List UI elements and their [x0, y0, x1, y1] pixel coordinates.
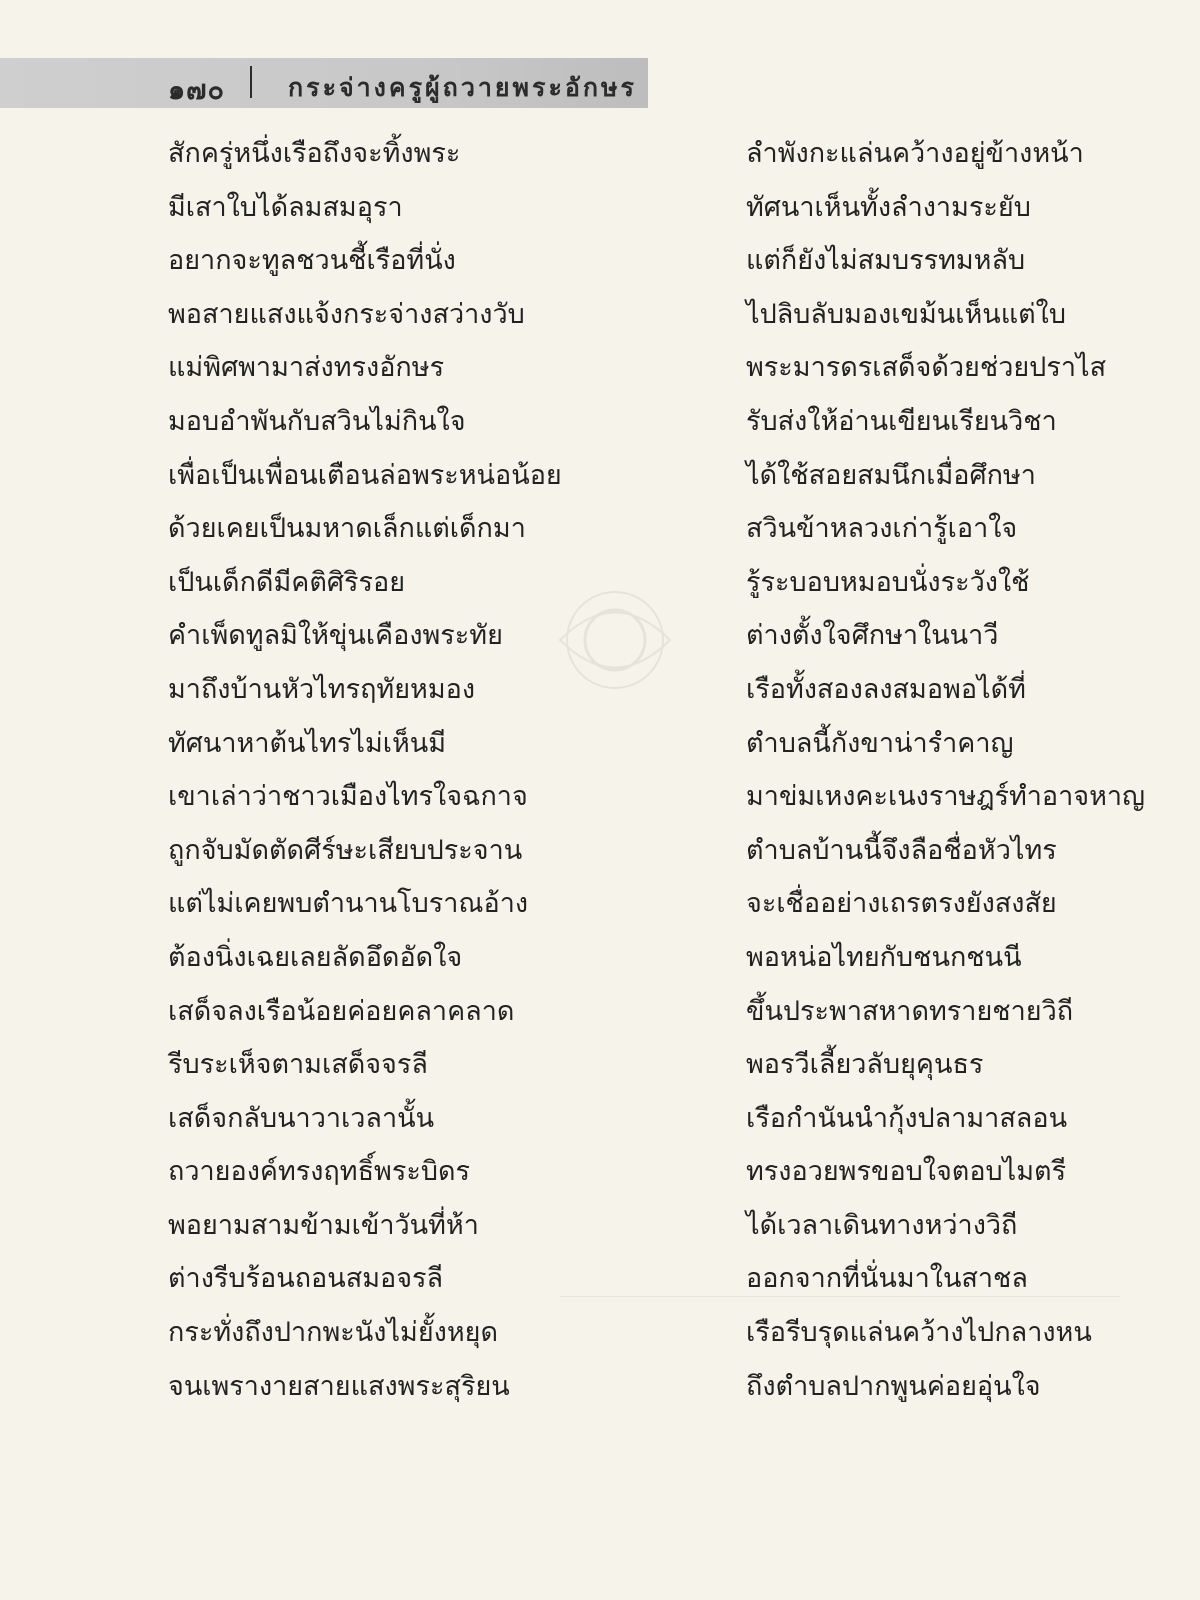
header-divider	[250, 66, 252, 98]
verse-left: มีเสาใบได้ลมสมอุรา	[168, 191, 403, 223]
verse-right: ทัศนาเห็นทั้งลำงามระยับ	[746, 191, 1031, 223]
poem-line	[0, 672, 1200, 726]
verse-left: จนเพรางายสายแสงพระสุริยน	[168, 1370, 510, 1402]
poem-body	[0, 136, 1200, 1422]
verse-left: รีบระเห็จตามเสด็จจรลี	[168, 1049, 428, 1081]
poem-line	[0, 565, 1200, 619]
verse-left: แม่พิศพามาส่งทรงอักษร	[168, 352, 445, 384]
verse-left: กระทั่งถึงปากพะนังไม่ยั้งหยุด	[168, 1317, 498, 1349]
verse-left: พอยามสามข้ามเข้าวันที่ห้า	[168, 1209, 479, 1241]
poem-line	[0, 1261, 1200, 1315]
poem-line	[0, 136, 1200, 190]
verse-left: ต่างรีบร้อนถอนสมอจรลี	[168, 1263, 444, 1295]
verse-left: เป็นเด็กดีมีคติศิริรอย	[168, 566, 406, 598]
verse-left: เขาเล่าว่าชาวเมืองไทรใจฉกาจ	[168, 781, 528, 813]
poem-line	[0, 297, 1200, 351]
verse-right: เรือกำนันนำกุ้งปลามาสลอน	[746, 1102, 1068, 1134]
poem-line	[0, 886, 1200, 940]
verse-right: ตำบลนี้กังขาน่ารำคาญ	[746, 727, 1014, 759]
verse-left: เสด็จกลับนาวาเวลานั้น	[168, 1102, 435, 1134]
poem-line	[0, 350, 1200, 404]
poem-line	[0, 940, 1200, 994]
verse-left: ด้วยเคยเป็นมหาดเล็กแต่เด็กมา	[168, 513, 526, 545]
poem-line	[0, 404, 1200, 458]
verse-left: สักครู่หนึ่งเรือถึงจะทิ้งพระ	[168, 138, 461, 169]
verse-right: ต่างตั้งใจศึกษาในนาวี	[746, 620, 999, 652]
verse-right: ถึงตำบลปากพูนค่อยอุ่นใจ	[746, 1370, 1041, 1402]
poem-line	[0, 994, 1200, 1048]
poem-line	[0, 618, 1200, 672]
verse-left: ถวายองค์ทรงฤทธิ์พระบิดร	[168, 1156, 471, 1188]
verse-left: เสด็จลงเรือน้อยค่อยคลาคลาด	[168, 995, 515, 1027]
verse-right: ออกจากที่นั่นมาในสาชล	[746, 1263, 1028, 1295]
verse-right: เรือทั้งสองลงสมอพอได้ที่	[746, 673, 1026, 705]
verse-right: ลำพังกะแล่นคว้างอยู่ข้างหน้า	[746, 138, 1084, 169]
poem-line	[0, 833, 1200, 887]
verse-right: มาข่มเหงคะเนงราษฎร์ทำอาจหาญ	[746, 781, 1146, 813]
poem-line	[0, 190, 1200, 244]
verse-left: พอสายแสงแจ้งกระจ่างสว่างวับ	[168, 298, 525, 330]
verse-left: อยากจะทูลชวนชี้เรือที่นั่ง	[168, 245, 456, 277]
verse-left: ต้องนิ่งเฉยเลยลัดอึดอัดใจ	[168, 941, 463, 973]
verse-right: ทรงอวยพรขอบใจตอบไมตรี	[746, 1156, 1067, 1188]
verse-right: ขึ้นประพาสหาดทรายชายวิถี	[746, 995, 1074, 1027]
poem-line	[0, 458, 1200, 512]
verse-right: ตำบลบ้านนี้จึงลือชื่อหัวไทร	[746, 834, 1057, 866]
poem-line	[0, 1369, 1200, 1423]
poem-line	[0, 1047, 1200, 1101]
verse-right: รู้ระบอบหมอบนั่งระวังใช้	[746, 566, 1030, 598]
verse-left: มอบอำพันกับสวินไม่กินใจ	[168, 405, 466, 437]
verse-left: มาถึงบ้านหัวไทรฤทัยหมอง	[168, 673, 476, 705]
verse-right: ไปลิบลับมองเขม้นเห็นแต่ใบ	[746, 298, 1066, 330]
poem-line	[0, 511, 1200, 565]
poem-line	[0, 1101, 1200, 1155]
verse-left: แต่ไม่เคยพบตำนานโบราณอ้าง	[168, 888, 529, 920]
poem-line	[0, 779, 1200, 833]
poem-line	[0, 243, 1200, 297]
poem-line	[0, 1315, 1200, 1369]
verse-right: พอรวีเลี้ยวลับยุคุนธร	[746, 1049, 984, 1081]
poem-line	[0, 726, 1200, 780]
book-title: กระจ่างครูผู้ถวายพระอักษร	[288, 73, 637, 102]
verse-right: แต่ก็ยังไม่สมบรรทมหลับ	[746, 245, 1026, 277]
verse-left: ทัศนาหาต้นไทรไม่เห็นมี	[168, 727, 447, 759]
verse-left: ถูกจับมัดตัดศีร์ษะเสียบประจาน	[168, 834, 523, 866]
verse-right: เรือรีบรุดแล่นคว้างไปกลางหน	[746, 1317, 1092, 1349]
verse-right: จะเชื่ออย่างเถรตรงยังสงสัย	[746, 888, 1057, 920]
verse-left: เพื่อเป็นเพื่อนเตือนล่อพระหน่อน้อย	[168, 459, 562, 491]
verse-left: คำเพ็ดทูลมิให้ขุ่นเคืองพระทัย	[168, 620, 503, 652]
verse-right: ได้ใช้สอยสมนึกเมื่อศึกษา	[746, 459, 1036, 491]
poem-line	[0, 1208, 1200, 1262]
verse-right: สวินข้าหลวงเก่ารู้เอาใจ	[746, 513, 1018, 545]
page-number: ๑๗๐	[168, 75, 225, 106]
verse-right: รับส่งให้อ่านเขียนเรียนวิชา	[746, 405, 1057, 437]
verse-right: พระมารดรเสด็จด้วยช่วยปราไส	[746, 352, 1107, 384]
verse-right: ได้เวลาเดินทางหว่างวิถี	[746, 1209, 1018, 1241]
verse-right: พอหน่อไทยกับชนกชนนี	[746, 941, 1022, 973]
poem-line	[0, 1154, 1200, 1208]
